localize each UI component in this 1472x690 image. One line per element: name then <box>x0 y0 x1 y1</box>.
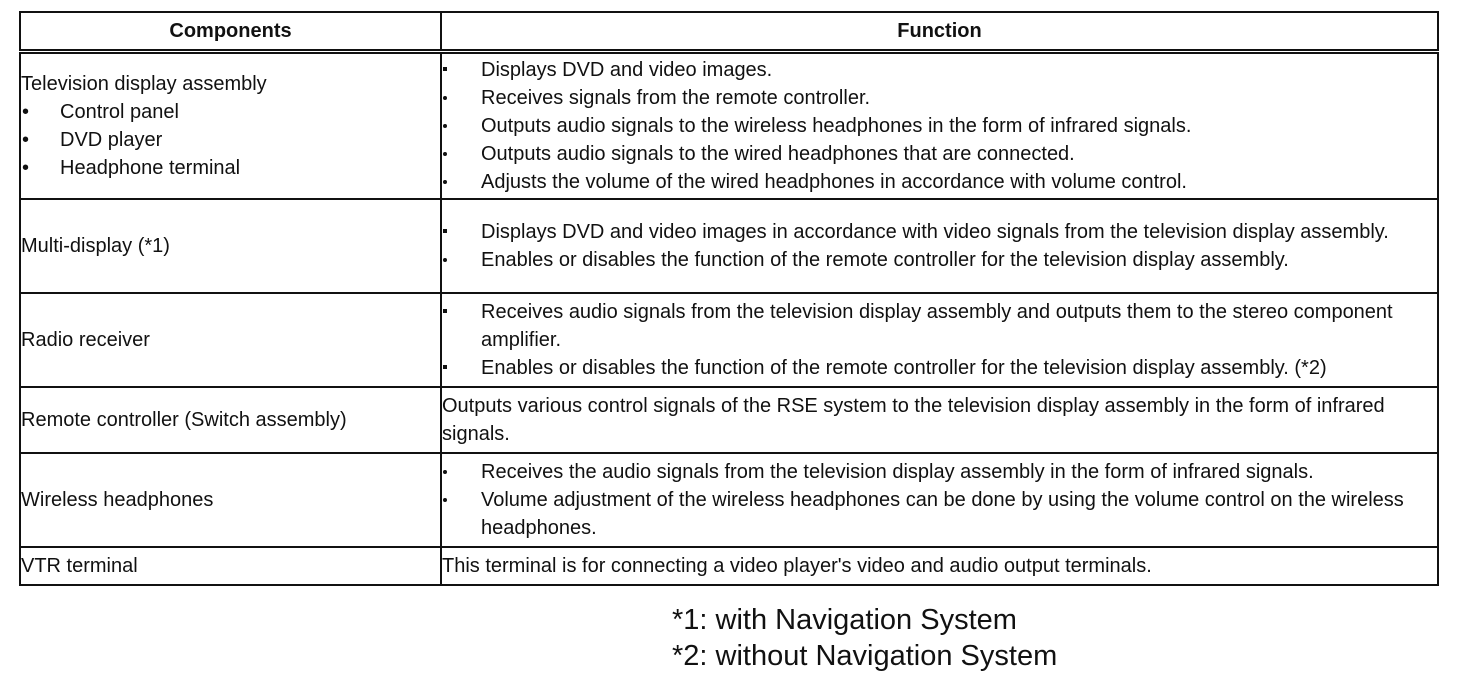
function-text: This terminal is for connecting a video player's video and audio output terminals. <box>442 554 1152 577</box>
list-item <box>21 126 440 154</box>
function-text: Volume adjustment of the wireless headphones can be done by using the volume control on the wireless headphones. <box>481 488 1404 539</box>
list-item <box>21 98 440 126</box>
header-function: Function <box>441 12 1438 52</box>
component-cell <box>20 387 441 453</box>
component-name: VTR terminal <box>21 554 138 577</box>
footnotes <box>672 602 1057 674</box>
function-text: Receives the audio signals from the television display assembly in the form of infrared signals. <box>481 460 1314 483</box>
subitem-label: DVD player <box>60 128 163 151</box>
function-text: Receives audio signals from the television display assembly and outputs them to the stereo component amplifier. <box>481 300 1393 351</box>
table-row <box>20 52 1438 199</box>
function-list <box>442 458 1437 542</box>
function-cell <box>441 293 1438 387</box>
list-item <box>442 84 1437 112</box>
function-text: Outputs various control signals of the RSE system to the television display assembly in the form of infrared signals. <box>442 394 1385 445</box>
footnote: *2: without Navigation System <box>672 640 1058 672</box>
component-name: Multi-display (*1) <box>21 234 170 257</box>
function-cell <box>441 387 1438 453</box>
header-row <box>20 12 1438 52</box>
component-cell <box>20 293 441 387</box>
subitem-label: Control panel <box>60 100 179 123</box>
list-item <box>442 218 1437 246</box>
function-cell <box>441 199 1438 293</box>
component-name: Remote controller (Switch assembly) <box>21 408 347 431</box>
components-table <box>19 11 1439 586</box>
function-text: Displays DVD and video images in accordance with video signals from the television display assembly. <box>481 220 1389 243</box>
function-text: Receives signals from the remote controller. <box>481 86 871 109</box>
list-item <box>442 112 1437 140</box>
subitem-list <box>21 98 440 182</box>
table-row <box>20 199 1438 293</box>
table-row <box>20 293 1438 387</box>
function-text: Displays DVD and video images. <box>481 58 773 81</box>
function-cell <box>441 453 1438 547</box>
list-item <box>442 56 1437 84</box>
function-cell <box>441 52 1438 199</box>
function-text: Adjusts the volume of the wired headphones in accordance with volume control. <box>481 170 1187 193</box>
component-cell <box>20 199 441 293</box>
list-item <box>21 154 440 182</box>
function-list <box>442 56 1437 196</box>
table-row <box>20 453 1438 547</box>
table-row <box>20 387 1438 453</box>
bullet-icon: • <box>22 156 30 179</box>
bullet-icon: • <box>22 100 30 123</box>
function-text: Outputs audio signals to the wireless headphones in the form of infrared signals. <box>481 114 1192 137</box>
list-item <box>442 354 1437 382</box>
list-item <box>442 140 1437 168</box>
function-text: Enables or disables the function of the remote controller for the television display assembly. (*2) <box>481 356 1327 379</box>
bullet-icon: • <box>22 128 30 151</box>
list-item <box>442 168 1437 196</box>
list-item <box>442 298 1437 354</box>
function-cell <box>441 547 1438 585</box>
function-text: Outputs audio signals to the wired headphones that are connected. <box>481 142 1075 165</box>
list-item <box>442 246 1437 274</box>
footnote: *1: with Navigation System <box>672 604 1017 636</box>
component-name: Television display assembly <box>21 72 267 95</box>
table-row <box>20 547 1438 585</box>
component-cell <box>20 453 441 547</box>
component-name: Radio receiver <box>21 328 150 351</box>
component-cell <box>20 52 441 199</box>
function-list <box>442 298 1437 382</box>
header-components: Components <box>20 12 441 52</box>
function-list <box>442 218 1437 274</box>
list-item <box>442 458 1437 486</box>
component-name: Wireless headphones <box>21 488 214 511</box>
function-text: Enables or disables the function of the remote controller for the television display assembly. <box>481 248 1289 271</box>
component-cell <box>20 547 441 585</box>
list-item <box>442 486 1437 542</box>
subitem-label: Headphone terminal <box>60 156 241 179</box>
